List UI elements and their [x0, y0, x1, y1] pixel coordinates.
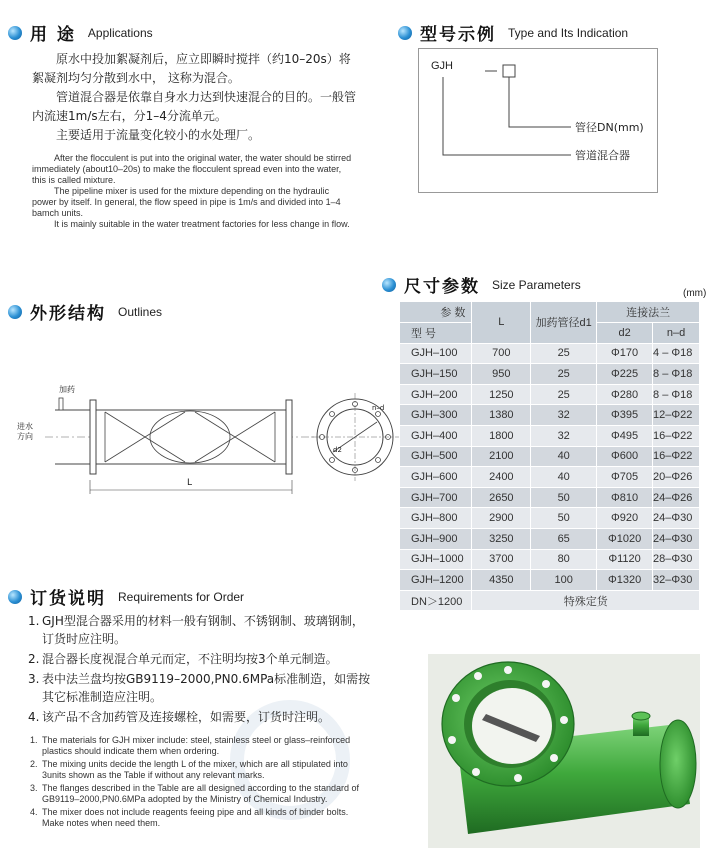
outlines-title-zh: 外形结构 — [30, 304, 106, 324]
outline-label-dose: 加药 — [59, 385, 75, 394]
applications-zh-p1: 原水中投加絮凝剂后，应立即瞬时搅拌（约10–20s）将絮凝剂均匀分散到水中， 这称为混合。 — [32, 52, 351, 85]
section-bullet-icon — [8, 305, 22, 319]
section-bullet-icon — [8, 26, 22, 40]
order-en-item-3: The flanges described in the Table are all designed according to the standard of GB9119–2000,PN0.6MPa adopted by the Ministry of Chemical Industry. — [42, 783, 360, 804]
cell-model: GJH–150 — [400, 364, 472, 385]
order-en-item-4: The mixer does not include reagents feeing pipe and all kinds of binder bolts. Make notes when need them. — [42, 807, 349, 828]
cell-L: 2400 — [472, 467, 531, 488]
cell-d2: Φ1320 — [597, 570, 653, 591]
cell-L: 3250 — [472, 529, 531, 550]
cell-dosing: 80 — [531, 549, 597, 570]
cell-d2: Φ170 — [597, 343, 653, 364]
cell-model: GJH–200 — [400, 384, 472, 405]
cell-nd: 16–Φ22 — [653, 426, 700, 447]
cell-nd: 24–Φ26 — [653, 487, 700, 508]
type-heading — [398, 20, 628, 45]
cell-model: DN＞1200 — [400, 590, 472, 611]
cell-model: GJH–400 — [400, 426, 472, 447]
cell-model: GJH–100 — [400, 343, 472, 364]
cell-d2: Φ920 — [597, 508, 653, 529]
applications-en-text — [32, 153, 354, 230]
list-item: 4. The mixer does not include reagents feeing pipe and all kinds of binder bolts. Make notes when need them. — [30, 807, 370, 828]
list-item: 1. GJH型混合器采用的材料一般有钢制、不锈钢制、玻璃钢制，订货时应注明。 — [28, 612, 373, 648]
cell-nd: 8 – Φ18 — [653, 364, 700, 385]
table-row — [400, 384, 700, 405]
header-flange: 连接法兰 — [597, 302, 700, 323]
cell-d2: Φ705 — [597, 467, 653, 488]
cell-d2: Φ1120 — [597, 549, 653, 570]
outline-drawing — [15, 380, 400, 510]
applications-en-p2: The pipeline mixer is used for the mixture depending on the hydraulic power by itself. In general, the flow speed in pipe is 1m/s and divided into 1–4 bamch units. — [32, 186, 341, 218]
order-en-list — [30, 735, 370, 831]
outline-label-inflow: 进水 方向 — [17, 422, 33, 441]
order-en-item-2: The mixing units decide the length L of the mixer, which are all stipulated into 3units shown as the Table if without any relevant marks. — [42, 759, 348, 780]
cell-L: 4350 — [472, 570, 531, 591]
type-title-zh: 型号示例 — [420, 25, 496, 45]
order-title-en: Requirements for Order — [118, 589, 245, 604]
table-row — [400, 570, 700, 591]
cell-dosing: 25 — [531, 384, 597, 405]
cell-nd: 24–Φ30 — [653, 529, 700, 550]
header-param: 参 数 — [400, 302, 472, 323]
order-zh-item-4: 该产品不含加药管及连接螺栓，如需要，订货时注明。 — [42, 710, 331, 724]
applications-zh-text — [32, 50, 362, 145]
table-row — [400, 590, 700, 611]
cell-d2: Φ600 — [597, 446, 653, 467]
cell-model: GJH–300 — [400, 405, 472, 426]
table-header-row-1 — [400, 302, 700, 323]
type-title-en: Type and Its Indication — [508, 25, 629, 40]
product-photo-svg — [428, 654, 700, 848]
cell-L: 1250 — [472, 384, 531, 405]
cell-d2: Φ280 — [597, 384, 653, 405]
cell-nd: 24–Φ30 — [653, 508, 700, 529]
cell-dosing: 32 — [531, 405, 597, 426]
size-heading — [382, 272, 581, 297]
outline-label-L: L — [187, 478, 193, 488]
outline-drawing-svg — [15, 380, 400, 510]
type-label-mixer: 管道混合器 — [575, 149, 630, 162]
cell-dosing: 40 — [531, 446, 597, 467]
cell-d2: Φ225 — [597, 364, 653, 385]
list-item: 3. 表中法兰盘均按GB9119–2000,PN0.6MPa标准制造，如需按其它标准制造应注明。 — [28, 670, 373, 706]
cell-L: 2900 — [472, 508, 531, 529]
cell-model: GJH–900 — [400, 529, 472, 550]
cell-dosing: 25 — [531, 364, 597, 385]
cell-L: 3700 — [472, 549, 531, 570]
dn-placeholder-box — [503, 65, 515, 77]
applications-heading — [8, 20, 153, 45]
list-item: 2. 混合器长度视混合单元而定，不注明均按3个单元制造。 — [28, 652, 338, 666]
cell-dosing: 50 — [531, 487, 597, 508]
header-nd: n–d — [653, 323, 700, 344]
cell-dosing: 100 — [531, 570, 597, 591]
product-photo — [428, 654, 700, 848]
table-row — [400, 426, 700, 447]
order-heading — [8, 584, 244, 609]
type-code: GJH — [431, 60, 453, 72]
cell-dosing: 32 — [531, 426, 597, 447]
applications-en-p1: After the flocculent is put into the original water, the water should be stirred immediately (about10–20s) to make the flocculent spread even into the water, this is called mixture. — [32, 153, 352, 185]
header-d2: d2 — [597, 323, 653, 344]
cell-model: GJH–600 — [400, 467, 472, 488]
mixer-leader-line — [443, 77, 571, 155]
cell-nd: 12–Φ22 — [653, 405, 700, 426]
table-row — [400, 508, 700, 529]
list-item: 2. The mixing units decide the length L of the mixer, which are all stipulated into 3units shown as the Table if without any relevant marks. — [30, 759, 370, 780]
table-row — [400, 487, 700, 508]
applications-zh-p3: 主要适用于流量变化较小的水处理厂。 — [56, 128, 261, 142]
cell-nd: 4 – Φ18 — [653, 343, 700, 364]
cell-model: GJH–500 — [400, 446, 472, 467]
cell-d2: Φ395 — [597, 405, 653, 426]
section-bullet-icon — [382, 278, 396, 292]
cell-dosing: 25 — [531, 343, 597, 364]
outlines-heading — [8, 299, 162, 324]
applications-title-en: Applications — [87, 25, 153, 40]
order-title-zh: 订货说明 — [30, 589, 106, 609]
cell-nd: 32–Φ30 — [653, 570, 700, 591]
order-zh-list — [28, 612, 373, 728]
dn-leader-line — [509, 77, 571, 127]
outline-label-nd: n–d — [372, 404, 385, 412]
size-table — [400, 302, 700, 611]
outline-label-d2: d2 — [333, 446, 342, 454]
order-zh-item-2: 混合器长度视混合单元而定，不注明均按3个单元制造。 — [42, 652, 338, 666]
cell-d2: Φ810 — [597, 487, 653, 508]
cell-d2: Φ1020 — [597, 529, 653, 550]
cell-dosing: 65 — [531, 529, 597, 550]
applications-title-zh: 用 途 — [30, 25, 76, 45]
cell-model: GJH–800 — [400, 508, 472, 529]
cell-nd: 16–Φ22 — [653, 446, 700, 467]
table-row — [400, 405, 700, 426]
cell-model: GJH–1200 — [400, 570, 472, 591]
list-item: 4. 该产品不含加药管及连接螺栓，如需要，订货时注明。 — [28, 710, 331, 724]
list-item: 1. The materials for GJH mixer include: steel, stainless steel or glass–reinforced plastics should indicate them when ordering. — [30, 735, 370, 756]
outlines-title-en: Outlines — [118, 304, 163, 319]
order-zh-item-3: 表中法兰盘均按GB9119–2000,PN0.6MPa标准制造，如需按其它标准制造应注明。 — [42, 672, 371, 704]
order-zh-item-1: GJH型混合器采用的材料一般有钢制、不锈钢制、玻璃钢制，订货时应注明。 — [42, 614, 364, 646]
list-item: 3. The flanges described in the Table are all designed according to the standard of GB9119–2000,PN0.6MPa adopted by the Ministry of Chemical Industry. — [30, 783, 370, 804]
table-row — [400, 467, 700, 488]
cell-L: 950 — [472, 364, 531, 385]
cell-model: GJH–700 — [400, 487, 472, 508]
cell-L: 2100 — [472, 446, 531, 467]
order-en-item-1: The materials for GJH mixer include: steel, stainless steel or glass–reinforced plastics should indicate them when ordering. — [42, 735, 351, 756]
applications-zh-p2: 管道混合器是依靠自身水力达到快速混合的目的。一般管内流速1m/s左右，分1–4分流单元。 — [32, 90, 357, 123]
cell-nd: 8 – Φ18 — [653, 384, 700, 405]
applications-en-p3: It is mainly suitable in the water treatment factories for less change in flow. — [54, 219, 350, 229]
type-label-dn: 管径DN(mm) — [575, 121, 644, 134]
size-title-zh: 尺寸参数 — [404, 277, 480, 297]
size-unit: (mm) — [683, 288, 706, 299]
cell-nd: 20–Φ26 — [653, 467, 700, 488]
section-bullet-icon — [8, 590, 22, 604]
cell-dosing: 40 — [531, 467, 597, 488]
cell-model: GJH–1000 — [400, 549, 472, 570]
section-bullet-icon — [398, 26, 412, 40]
cell-L: 700 — [472, 343, 531, 364]
table-row — [400, 549, 700, 570]
table-row — [400, 529, 700, 550]
size-title-en: Size Parameters — [492, 277, 581, 292]
cell-L: 2650 — [472, 487, 531, 508]
table-row — [400, 364, 700, 385]
cell-L: 1380 — [472, 405, 531, 426]
cell-special-order: 特殊定货 — [472, 590, 700, 611]
table-row — [400, 446, 700, 467]
header-model: 型 号 — [400, 323, 472, 344]
header-L: L — [472, 302, 531, 343]
cell-L: 1800 — [472, 426, 531, 447]
table-row — [400, 343, 700, 364]
cell-nd: 28–Φ30 — [653, 549, 700, 570]
cell-dosing: 50 — [531, 508, 597, 529]
header-dosing: 加药管径d1 — [531, 302, 597, 343]
type-indication-box — [418, 48, 658, 193]
cell-d2: Φ495 — [597, 426, 653, 447]
